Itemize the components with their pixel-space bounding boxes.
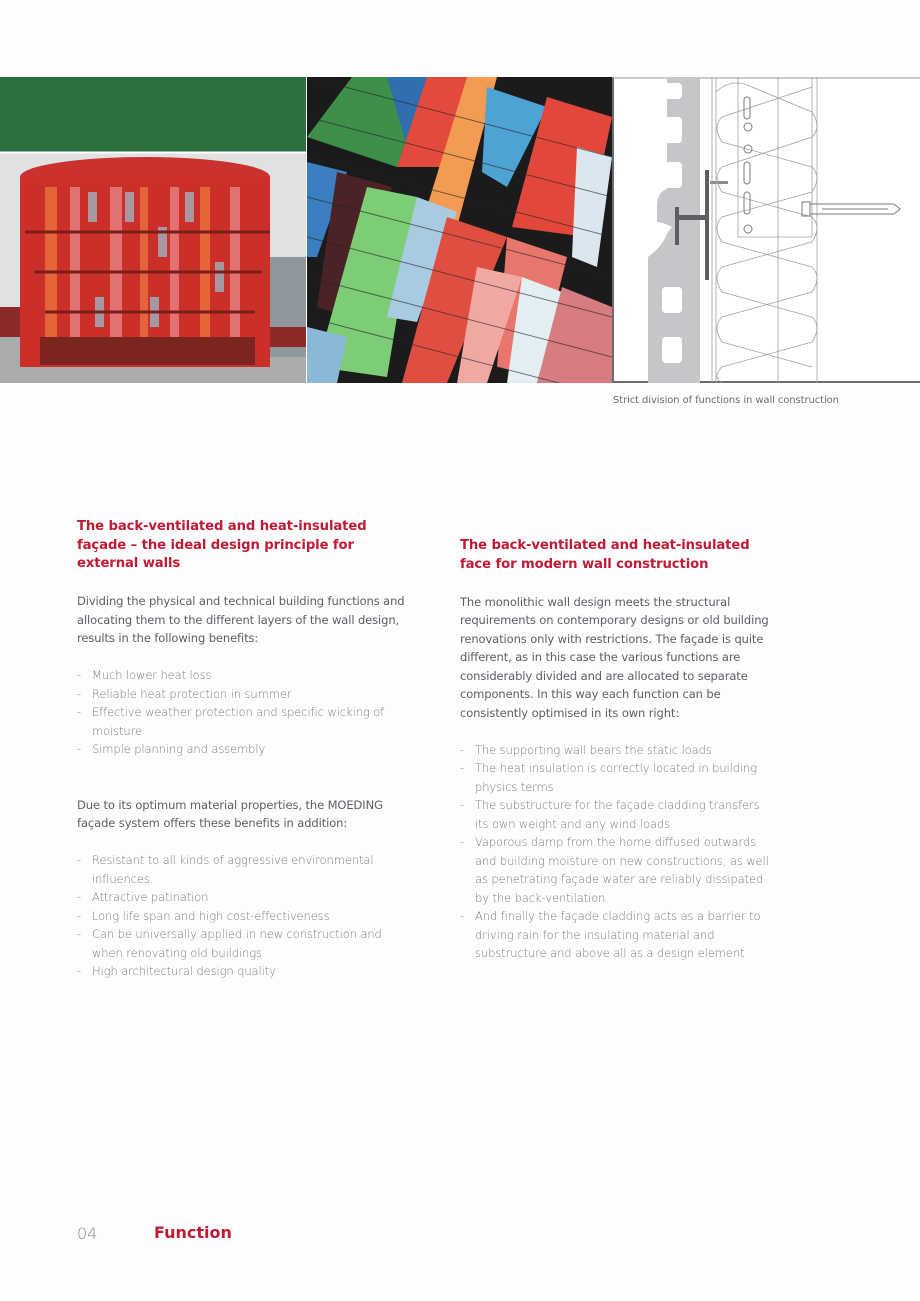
list-item: - The heat insulation is correctly located in building physics terms	[460, 761, 758, 794]
list-item: - High architectural design quality	[77, 964, 276, 978]
additional-benefits-list	[77, 851, 407, 981]
wall-section-drawing	[612, 77, 920, 383]
list-item: - Long life span and high cost-effectiveness	[77, 908, 330, 923]
list-item: - Resistant to all kinds of aggressive environmental influences	[77, 853, 374, 886]
image-strip	[0, 77, 920, 383]
list-item: - Simple planning and assembly	[77, 742, 266, 756]
list-item: - Effective weather protection and specific wicking of moisture	[77, 705, 385, 738]
green-color-block	[0, 77, 306, 152]
facade-closeup-photo	[307, 77, 612, 383]
list-item: - Reliable heat protection in summer	[77, 686, 292, 701]
left-heading: The back-ventilated and heat-insulated façade – the ideal design principle for external walls	[77, 519, 367, 571]
list-item: - The supporting wall bears the static loads	[460, 742, 712, 757]
image-caption: Strict division of functions in wall construction	[613, 395, 839, 406]
left-intro: Dividing the physical and technical building functions and allocating them to the different layers of the wall design, results in the following benefits:	[77, 594, 405, 645]
list-item: - Much lower heat loss	[77, 668, 212, 682]
page-number: 04	[77, 1224, 98, 1243]
right-column	[460, 537, 770, 963]
left-column	[77, 518, 407, 981]
list-item: - The substructure for the façade cladding transfers its own weight and any wind loads	[460, 798, 760, 831]
right-heading: The back-ventilated and heat-insulated face for modern wall construction	[460, 538, 750, 572]
functions-list	[460, 741, 770, 963]
list-item: - Attractive patination	[77, 890, 209, 904]
list-item: - And finally the façade cladding acts as a barrier to driving rain for the insulating material and substructure and above all as a design element	[460, 909, 761, 960]
list-item: - Can be universally applied in new construction and when renovating old buildings	[77, 927, 382, 960]
building-photo	[0, 77, 306, 383]
list-item: - Vaporous damp from the home diffused outwards and building moisture on new constructions, as well as penetrating façade water are reliably dissipated by the back-ventilation	[460, 835, 769, 905]
right-intro: The monolithic wall design meets the structural requirements on contemporary designs or old building renovations only with restrictions. The façade is quite different, as in this case the various functions are considerably divided and are allocated to separate components. In this way each function can be consistently optimised in its own right:	[460, 594, 769, 720]
round-building-image	[0, 77, 306, 383]
left-second-intro: Due to its optimum material properties, the MOEDING façade system offers these benefits in addition:	[77, 797, 383, 830]
benefits-list	[77, 666, 407, 759]
facade-slats-image	[307, 77, 612, 383]
section-title: Function	[154, 1223, 232, 1242]
technical-drawing-image	[612, 77, 920, 383]
